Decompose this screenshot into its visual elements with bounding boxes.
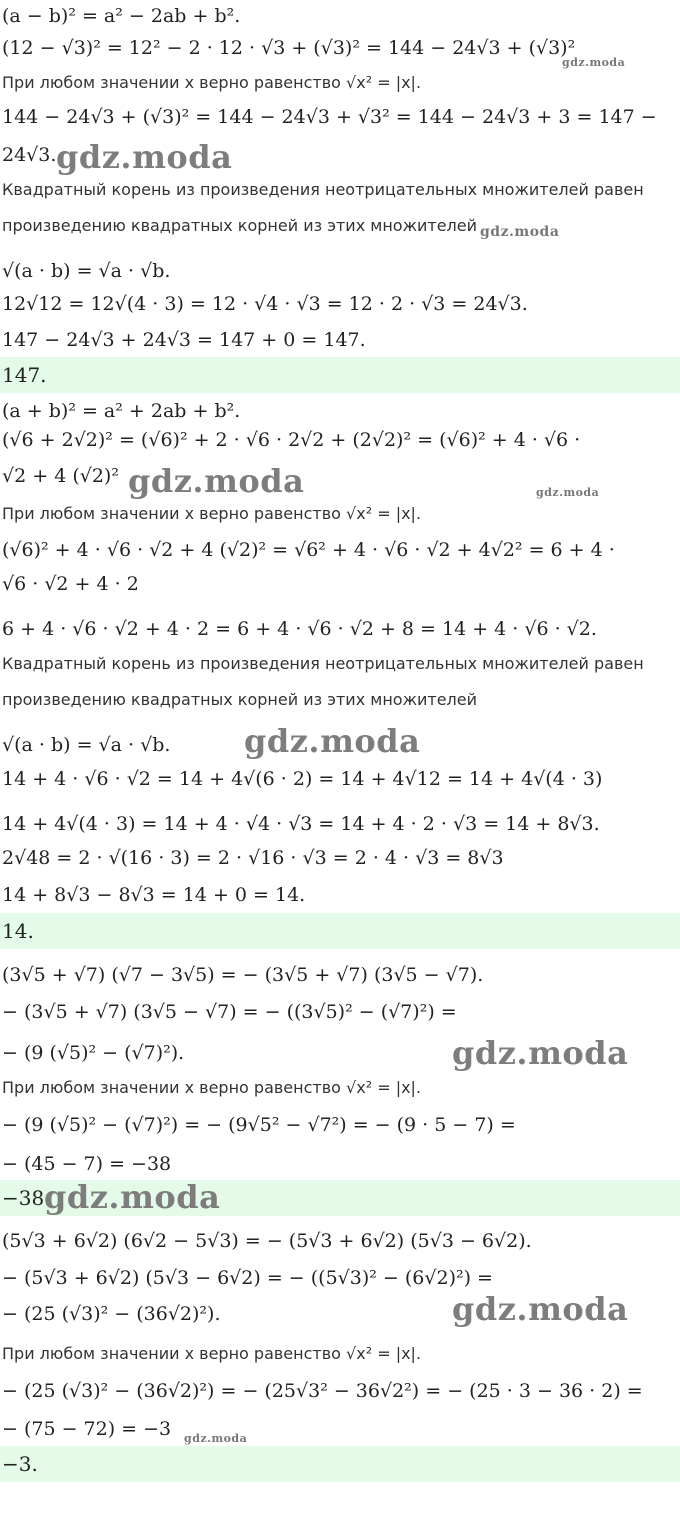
text-line: При любом значении x верно равенство √x² = |x|. (2, 1078, 422, 1097)
watermark: gdz.moda (452, 1034, 629, 1072)
formula-line: 14 + 4√(4 · 3) = 14 + 4 · √4 · √3 = 14 + 4 · 2 · √3 = 14 + 8√3. (2, 813, 600, 835)
formula-line: √6 · √2 + 4 · 2 (2, 573, 139, 595)
formula-line: (12 − √3)² = 12² − 2 · 12 · √3 + (√3)² = 144 − 24√3 + (√3)² (2, 37, 576, 59)
answer-band (0, 1446, 680, 1482)
text-line: При любом значении x верно равенство √x² = |x|. (2, 1344, 422, 1363)
text-line: произведению квадратных корней из этих множителей (2, 216, 478, 235)
formula-line: 12√12 = 12√(4 · 3) = 12 · √4 · √3 = 12 · 2 · √3 = 24√3. (2, 293, 528, 315)
formula-line: (5√3 + 6√2) (6√2 − 5√3) = − (5√3 + 6√2) (5√3 − 6√2). (2, 1230, 532, 1252)
formula-line: (√6)² + 4 · √6 · √2 + 4 (√2)² = √6² + 4 · √6 · √2 + 4√2² = 6 + 4 · (2, 539, 615, 561)
text-line: При любом значении x верно равенство √x² = |x|. (2, 73, 422, 92)
formula-line: 144 − 24√3 + (√3)² = 144 − 24√3 + √3² = 144 − 24√3 + 3 = 147 − (2, 106, 657, 128)
formula-line: 14 + 4 · √6 · √2 = 14 + 4√(6 · 2) = 14 + 4√12 = 14 + 4√(4 · 3) (2, 768, 603, 790)
formula-line: (√6 + 2√2)² = (√6)² + 2 · √6 · 2√2 + (2√2)² = (√6)² + 4 · √6 · (2, 429, 581, 451)
formula-line: − (9 (√5)² − (√7)²). (2, 1042, 185, 1064)
watermark: gdz.moda (244, 722, 421, 760)
formula-line: √2 + 4 (√2)² (2, 465, 119, 487)
watermark: gdz.moda (480, 224, 560, 240)
formula-line: (a + b)² = a² + 2ab + b². (2, 400, 241, 422)
formula-line: (3√5 + √7) (√7 − 3√5) = − (3√5 + √7) (3√5 − √7). (2, 964, 484, 986)
watermark: gdz.moda (44, 1178, 221, 1216)
answer-text: −3. (2, 1452, 38, 1476)
answer-text: 147. (2, 363, 47, 387)
text-line: произведению квадратных корней из этих множителей (2, 690, 478, 709)
watermark: gdz.moda (562, 56, 626, 69)
formula-line: (a − b)² = a² − 2ab + b². (2, 5, 241, 27)
watermark: gdz.moda (452, 1290, 629, 1328)
formula-line: − (75 − 72) = −3 (2, 1418, 172, 1440)
text-line: При любом значении x верно равенство √x² = |x|. (2, 504, 422, 523)
formula-line: − (25 (√3)² − (36√2)²). (2, 1303, 221, 1325)
formula-line: 6 + 4 · √6 · √2 + 4 · 2 = 6 + 4 · √6 · √2 + 8 = 14 + 4 · √6 · √2. (2, 618, 597, 640)
watermark: gdz.moda (536, 486, 600, 499)
formula-line: √(a · b) = √a · √b. (2, 260, 171, 282)
answer-text: −38. (2, 1186, 51, 1210)
watermark: gdz.moda (128, 462, 305, 500)
text-line: Квадратный корень из произведения неотрицательных множителей равен (2, 654, 644, 673)
formula-line: − (9 (√5)² − (√7)²) = − (9√5² − √7²) = − (9 · 5 − 7) = (2, 1114, 516, 1136)
formula-line: 24√3. (2, 144, 57, 166)
answer-band (0, 913, 680, 949)
answer-text: 14. (2, 919, 34, 943)
answer-band (0, 357, 680, 393)
formula-line: 2√48 = 2 · √(16 · 3) = 2 · √16 · √3 = 2 · 4 · √3 = 8√3 (2, 847, 504, 869)
formula-line: − (25 (√3)² − (36√2)²) = − (25√3² − 36√2²) = − (25 · 3 − 36 · 2) = (2, 1380, 643, 1402)
watermark: gdz.moda (56, 138, 233, 176)
text-line: Квадратный корень из произведения неотрицательных множителей равен (2, 180, 644, 199)
formula-line: √(a · b) = √a · √b. (2, 734, 171, 756)
formula-line: − (45 − 7) = −38 (2, 1153, 172, 1175)
watermark: gdz.moda (184, 1432, 248, 1445)
formula-line: 14 + 8√3 − 8√3 = 14 + 0 = 14. (2, 884, 306, 906)
formula-line: − (5√3 + 6√2) (5√3 − 6√2) = − ((5√3)² − (6√2)²) = (2, 1267, 493, 1289)
formula-line: 147 − 24√3 + 24√3 = 147 + 0 = 147. (2, 329, 366, 351)
formula-line: − (3√5 + √7) (3√5 − √7) = − ((3√5)² − (√7)²) = (2, 1001, 457, 1023)
